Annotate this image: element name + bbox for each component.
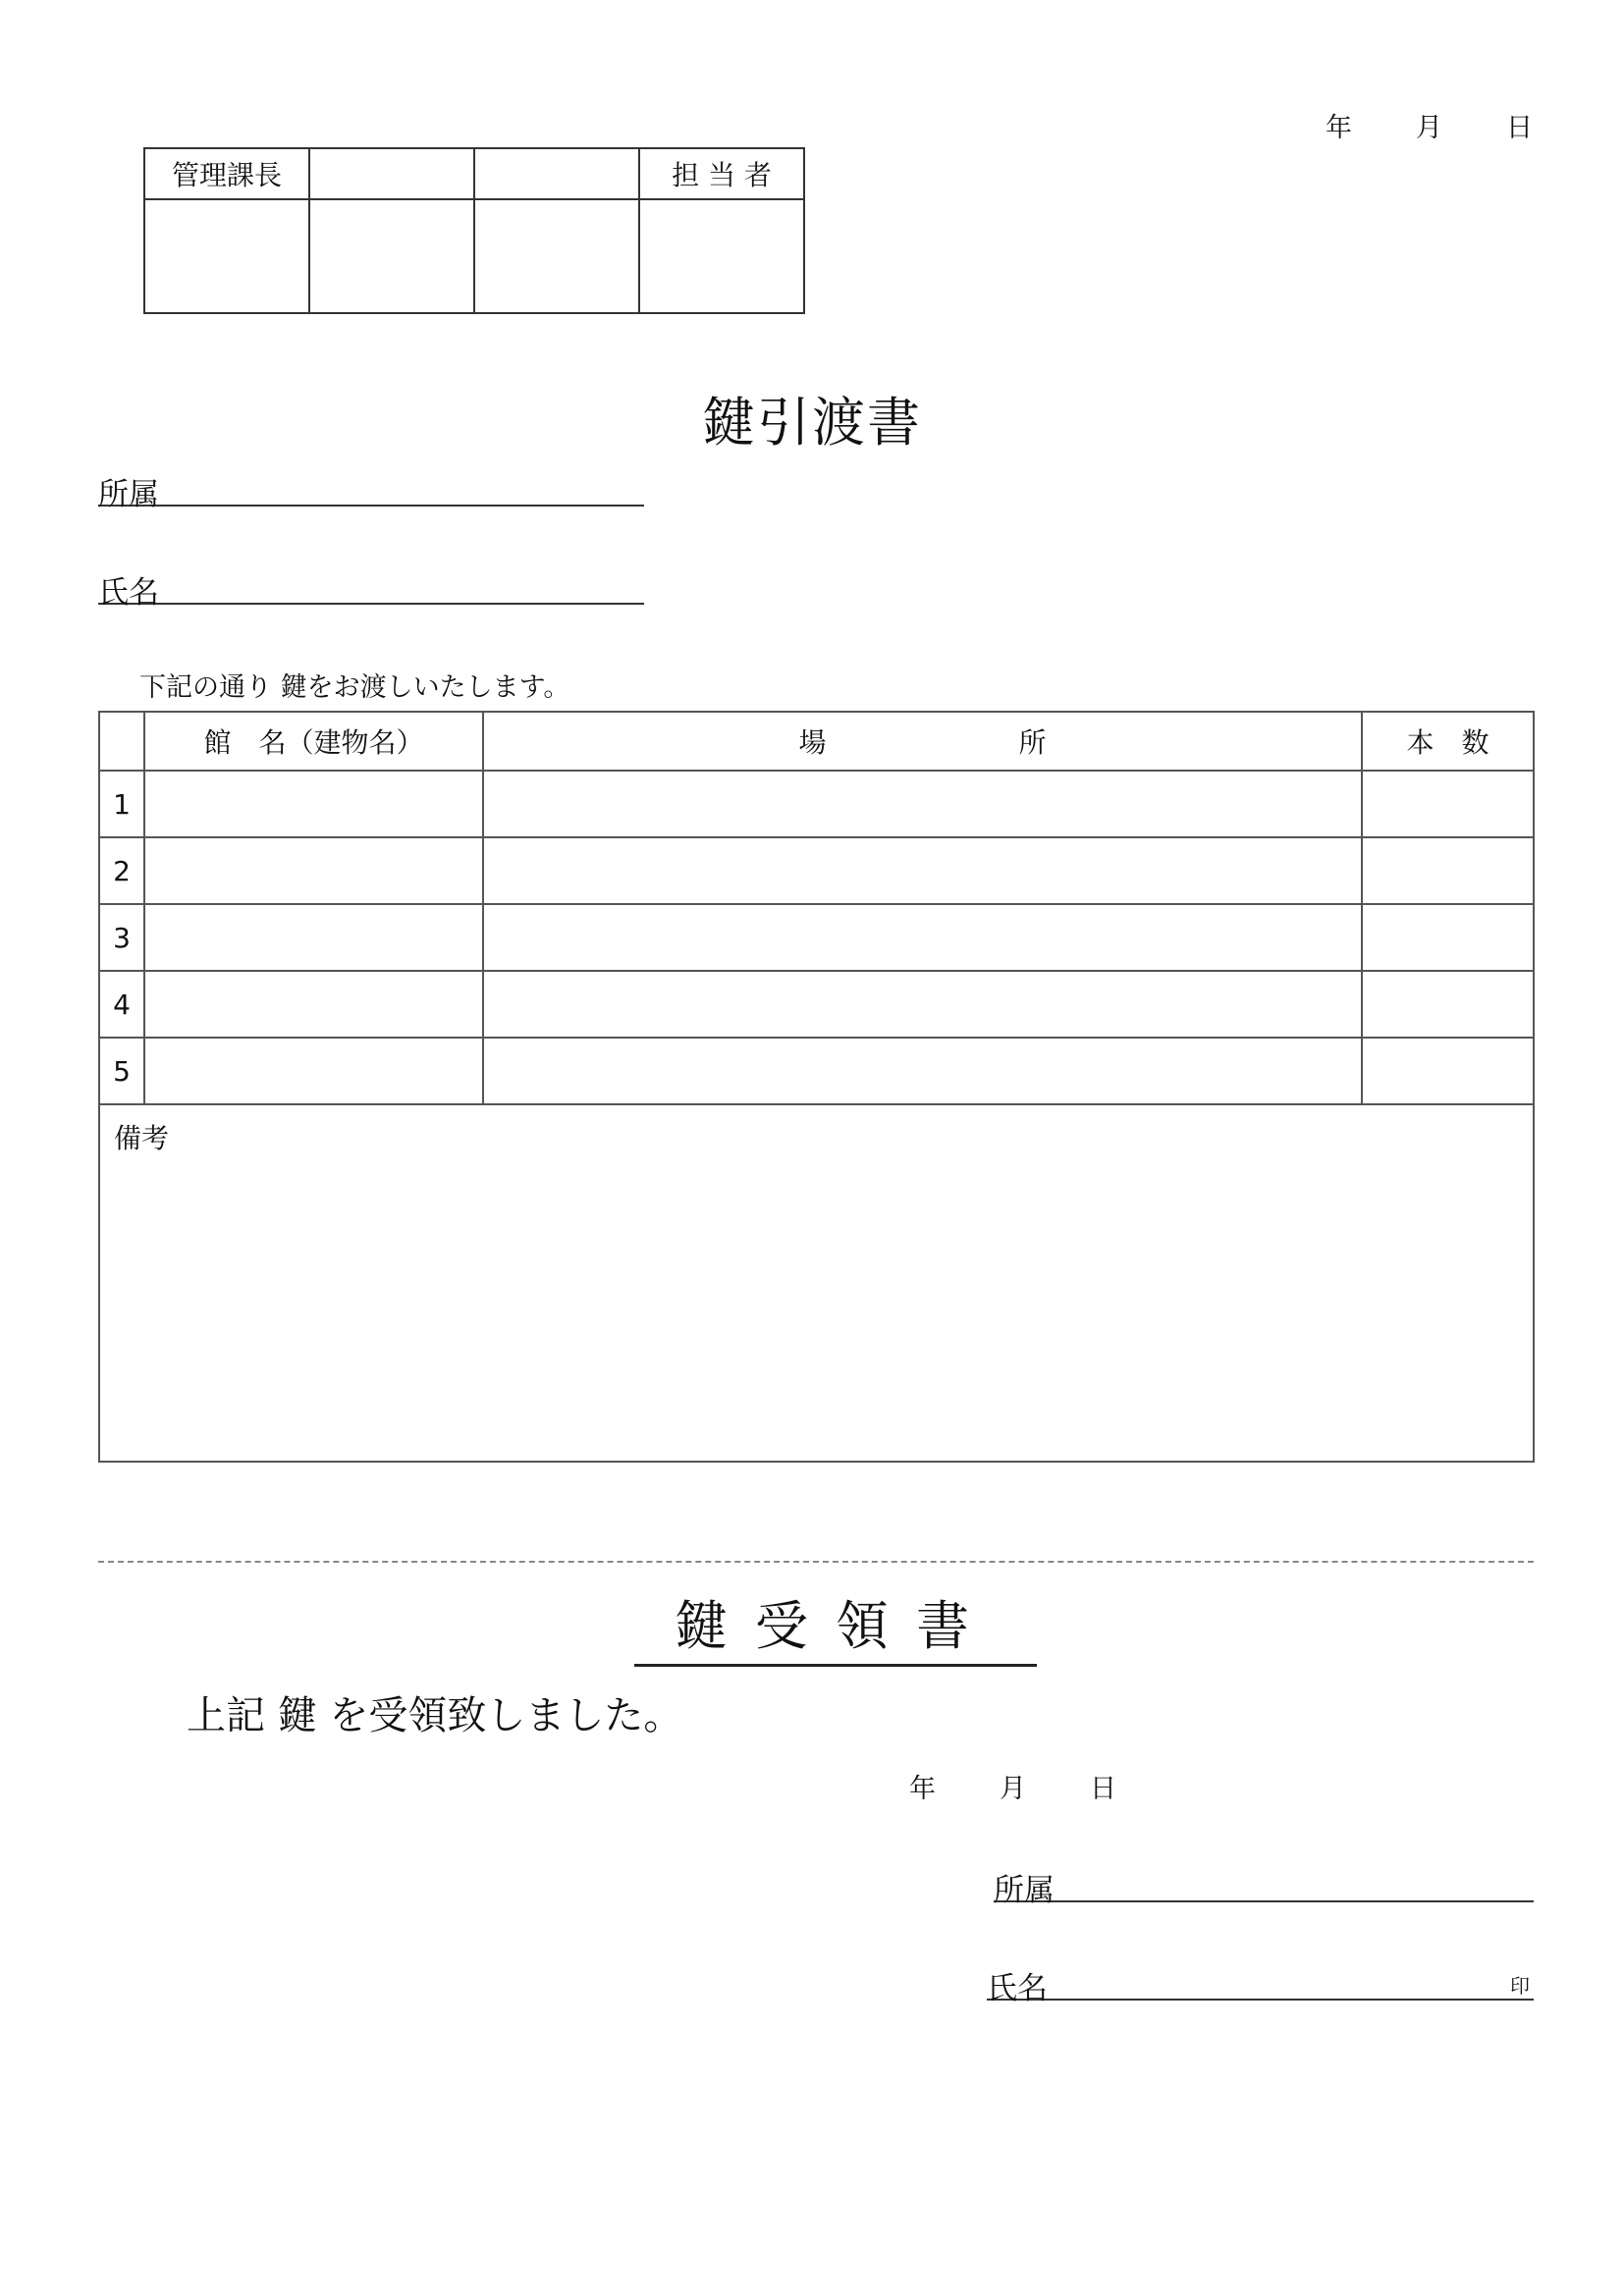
receipt-text: 上記 鍵 を受領致しました。 — [187, 1693, 683, 1738]
remarks-label: 備考 — [114, 1122, 170, 1154]
building-cell[interactable] — [144, 1038, 483, 1104]
remarks-cell[interactable] — [99, 1104, 1534, 1462]
receipt-date-month: 月 — [1000, 1774, 1026, 1804]
manager-stamp-cell[interactable] — [144, 199, 309, 313]
row-number: 4 — [99, 971, 144, 1038]
affiliation-field[interactable] — [98, 469, 644, 512]
keys-table — [98, 711, 1535, 1463]
intro-text: 下記の通り 鍵をお渡しいたします。 — [139, 672, 570, 703]
table-row — [99, 1038, 1534, 1104]
location-cell[interactable] — [483, 971, 1362, 1038]
table-header — [99, 712, 1534, 771]
approval-box — [143, 147, 805, 314]
building-cell[interactable] — [144, 837, 483, 904]
name-label: 氏名 — [98, 575, 159, 611]
header-num — [99, 712, 144, 771]
receipt-date-day: 日 — [1090, 1774, 1116, 1804]
date-month: 月 — [1416, 113, 1442, 143]
receipt-title: 鍵受領書 — [634, 1584, 1037, 1667]
date-day: 日 — [1506, 113, 1533, 143]
stamp-cell-3[interactable] — [474, 199, 639, 313]
header-date — [1326, 106, 1533, 144]
seal-mark: 印 — [1510, 1974, 1530, 1998]
remarks-row — [99, 1104, 1534, 1462]
affiliation-label: 所属 — [98, 477, 159, 512]
table-row — [99, 837, 1534, 904]
staff-stamp-cell[interactable] — [639, 199, 804, 313]
location-cell[interactable] — [483, 771, 1362, 837]
location-cell[interactable] — [483, 837, 1362, 904]
header-count: 本 数 — [1362, 712, 1534, 771]
count-cell[interactable] — [1362, 971, 1534, 1038]
building-cell[interactable] — [144, 971, 483, 1038]
manager-label: 管理課長 — [144, 148, 309, 199]
table-row — [99, 771, 1534, 837]
receipt-name-label: 氏名 — [987, 1971, 1048, 2006]
page-title: 鍵引渡書 — [702, 392, 922, 454]
row-number: 5 — [99, 1038, 144, 1104]
approval-cell-2[interactable] — [309, 148, 474, 199]
date-year: 年 — [1326, 113, 1352, 143]
receipt-name-field[interactable] — [987, 1963, 1534, 2006]
count-cell[interactable] — [1362, 1038, 1534, 1104]
table-row — [99, 971, 1534, 1038]
receipt-date — [909, 1767, 1116, 1805]
row-number: 1 — [99, 771, 144, 837]
table-row — [99, 904, 1534, 971]
building-cell[interactable] — [144, 904, 483, 971]
receipt-date-year: 年 — [909, 1774, 936, 1804]
stamp-cell-2[interactable] — [309, 199, 474, 313]
receipt-affiliation-field[interactable] — [994, 1865, 1534, 1908]
location-cell[interactable] — [483, 1038, 1362, 1104]
cut-line — [98, 1561, 1534, 1563]
row-number: 3 — [99, 904, 144, 971]
staff-label: 担 当 者 — [639, 148, 804, 199]
receipt-affiliation-label: 所属 — [994, 1873, 1055, 1908]
header-building: 館 名（建物名） — [144, 712, 483, 771]
count-cell[interactable] — [1362, 904, 1534, 971]
count-cell[interactable] — [1362, 837, 1534, 904]
row-number: 2 — [99, 837, 144, 904]
name-field[interactable] — [98, 567, 644, 611]
location-cell[interactable] — [483, 904, 1362, 971]
header-location: 場 所 — [483, 712, 1362, 771]
building-cell[interactable] — [144, 771, 483, 837]
count-cell[interactable] — [1362, 771, 1534, 837]
approval-cell-3[interactable] — [474, 148, 639, 199]
